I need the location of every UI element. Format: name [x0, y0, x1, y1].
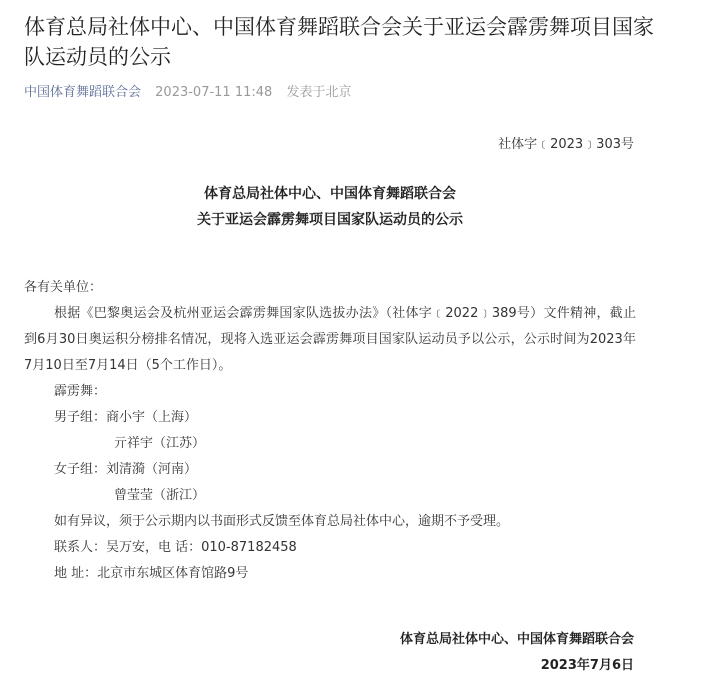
salutation: 各有关单位： [24, 280, 103, 295]
signature-organization: 体育总局社体中心、中国体育舞蹈联合会 [399, 632, 634, 647]
men-group-line-2: 亓祥宇（江苏） [114, 436, 206, 451]
document-heading-line1: 体育总局社体中心、中国体育舞蹈联合会 [204, 186, 456, 202]
women-group-line-2: 曾莹莹（浙江） [114, 488, 206, 503]
signature-date: 2023年7月6日 [540, 658, 634, 673]
event-label: 霹雳舞： [54, 384, 107, 399]
article-title: 体育总局社体中心、中国体育舞蹈联合会关于亚运会霹雳舞项目国家队运动员的公示 [24, 15, 654, 69]
article-meta [24, 84, 351, 102]
contact-line: 联系人：吴万安，电 话：010-87182458 [54, 540, 297, 555]
publish-datetime: 2023-07-11 11:48 [155, 85, 273, 100]
address-line: 地 址：北京市东城区体育馆路9号 [54, 566, 249, 581]
objection-notice: 如有异议，须于公示期内以书面形式反馈至体育总局社体中心，逾期不予受理。 [54, 514, 510, 529]
document-heading-line2: 关于亚运会霹雳舞项目国家队运动员的公示 [197, 212, 463, 228]
main-paragraph: 根据《巴黎奥运会及杭州亚运会霹雳舞国家队选拔办法》（社体字﹝2022﹞389号）文件精神，截止到6月30日奥运积分榜排名情况，现将入选亚运会霹雳舞项目国家队运动员予以公示，公示时间为2023年7月10日至7月14日（5个工作日）。 [24, 306, 636, 373]
document-body [24, 275, 636, 587]
publish-location: 发表于北京 [286, 85, 352, 100]
account-name-link[interactable]: 中国体育舞蹈联合会 [24, 85, 142, 100]
document-number: 社体字﹝2023﹞303号 [498, 137, 634, 152]
men-group-line: 男子组：商小宇（上海） [54, 410, 198, 425]
women-group-line: 女子组：刘清漪（河南） [54, 462, 198, 477]
